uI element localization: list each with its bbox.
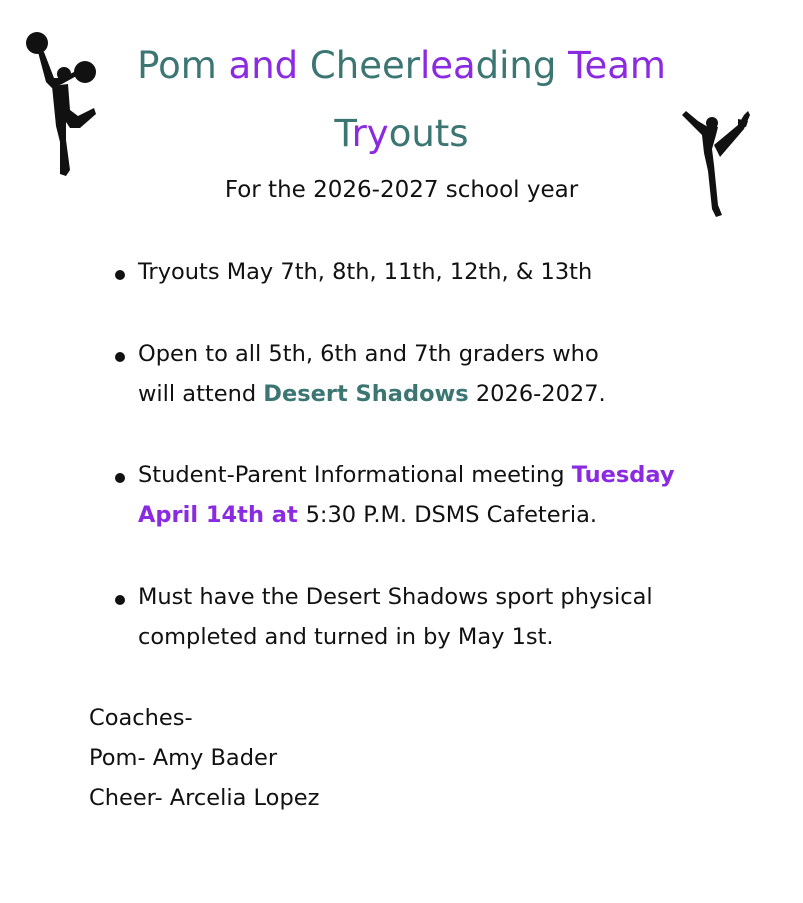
title-segment: ry: [351, 112, 389, 155]
list-item-text: [138, 334, 750, 414]
text-run: Student-Parent Informational meeting: [138, 462, 572, 488]
school-year-subtitle: For the 2026-2027 school year: [224, 177, 579, 203]
text-run: Must have the Desert Shadows sport physical: [138, 584, 653, 610]
page-subtitle-tryouts: [0, 112, 803, 156]
title-segment: Cheer: [309, 44, 420, 87]
bullet-dot-icon: [115, 473, 125, 483]
title-segment: outs: [388, 112, 469, 155]
bullet-dot-icon: [115, 352, 125, 362]
cheer-coach: Cheer- Arcelia Lopez: [89, 785, 320, 811]
list-item: [110, 455, 750, 535]
list-item-text: [138, 577, 750, 657]
text-run: will attend: [138, 381, 264, 407]
title-segment: lea: [419, 44, 476, 87]
pom-coach: Pom- Amy Bader: [89, 745, 278, 771]
list-item-text: [138, 252, 750, 292]
title-segment: om: [158, 44, 229, 87]
bullet-dot-icon: [115, 270, 125, 280]
title-segment: ding: [475, 44, 569, 87]
text-run: 5:30 P.M. DSMS Cafeteria.: [305, 502, 598, 528]
title-segment: T: [334, 112, 352, 155]
title-segment: and: [228, 44, 310, 87]
coaches-section: [89, 698, 319, 818]
highlight-school-name: Desert Shadows: [263, 381, 469, 407]
text-run: Tryouts May 7th, 8th, 11th, 12th, & 13th: [138, 259, 593, 285]
list-item: [110, 252, 750, 292]
page-title: [0, 44, 803, 88]
title-segment: Team: [568, 44, 666, 87]
coaches-heading: Coaches-: [89, 705, 193, 731]
list-item: [110, 334, 750, 414]
text-run: 2026-2027.: [468, 381, 606, 407]
highlight-meeting-date: Tuesday: [571, 462, 675, 488]
bullet-dot-icon: [115, 595, 125, 605]
title-segment: P: [137, 44, 159, 87]
text-run: completed and turned in by May 1st.: [138, 624, 554, 650]
text-run: Open to all 5th, 6th and 7th graders who: [138, 341, 599, 367]
list-item: [110, 577, 750, 657]
list-item-text: [138, 455, 750, 535]
highlight-meeting-date: April 14th at: [138, 502, 306, 528]
